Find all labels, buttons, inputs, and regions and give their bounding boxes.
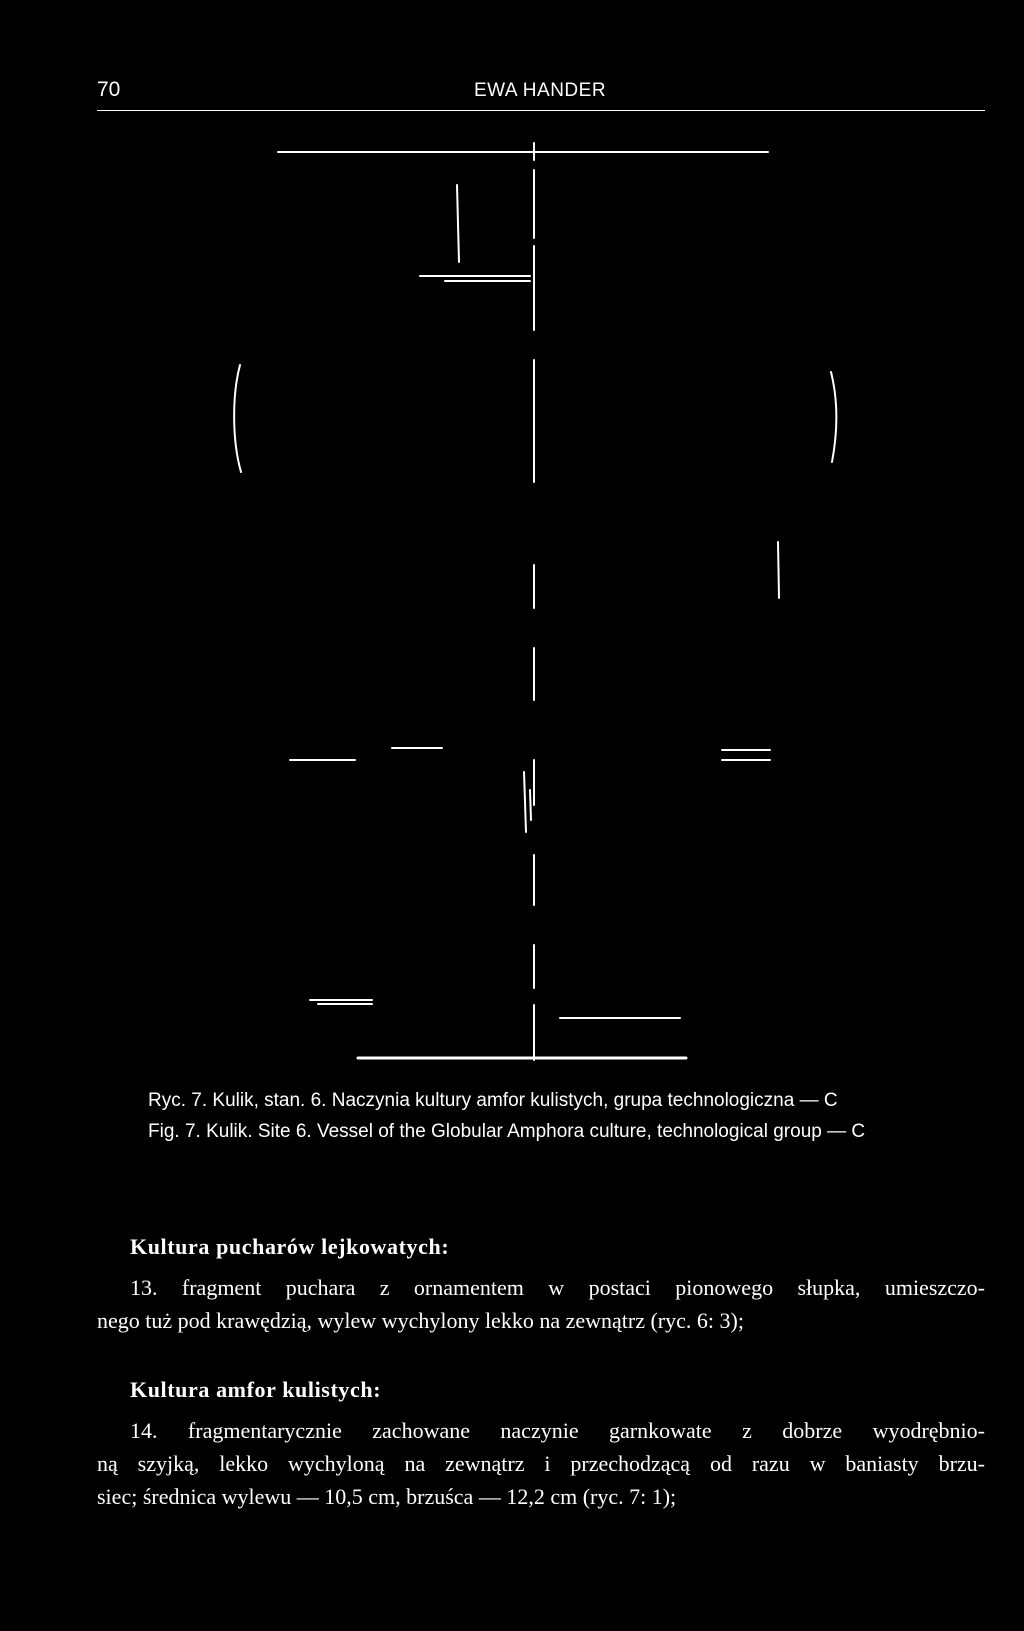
paragraph-line: nego tuż pod krawędzią, wylew wychylony lekko na zewnątrz (ryc. 6: 3); xyxy=(97,1308,744,1333)
section-heading: Kultura pucharów lejkowatych: xyxy=(130,1234,450,1259)
paragraph-line: siec; średnica wylewu — 10,5 cm, brzuśca — 12,2 cm (ryc. 7: 1); xyxy=(97,1484,677,1509)
inner-left-wall xyxy=(457,185,459,262)
inner-center-stroke-b xyxy=(530,790,531,820)
running-head: EWA HANDER xyxy=(474,80,607,101)
figure-caption-english: Fig. 7. Kulik. Site 6. Vessel of the Globular Amphora culture, technological group — C xyxy=(148,1121,866,1142)
paragraph-line: ną szyjką, lekko wychyloną na zewnątrz i przechodzącą od razu w baniasty brzu- xyxy=(97,1451,985,1476)
outer-right-lower-wall xyxy=(778,542,779,598)
figure-caption-polish: Ryc. 7. Kulik, stan. 6. Naczynia kultury amfor kulistych, grupa technologiczna — C xyxy=(148,1090,838,1111)
paragraph-line: 13. fragment puchara z ornamentem w postaci pionowego słupka, umieszczo- xyxy=(130,1275,985,1300)
outer-left-wall xyxy=(234,365,241,472)
paragraph-line: 14. fragmentarycznie zachowane naczynie garnkowate z dobrze wyodrębnio- xyxy=(130,1418,985,1443)
page-number: 70 xyxy=(97,78,121,101)
outer-right-wall xyxy=(831,372,836,462)
section-heading: Kultura amfor kulistych: xyxy=(130,1377,382,1402)
vessel-drawing-strokes xyxy=(234,143,836,1060)
inner-center-stroke-a xyxy=(524,772,526,832)
